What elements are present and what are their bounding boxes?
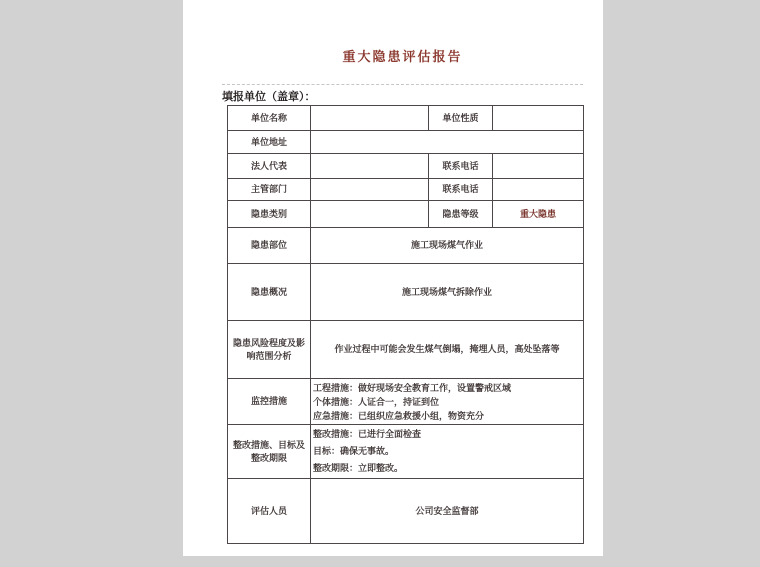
input-hazard-category[interactable] <box>311 201 429 228</box>
label-unit-name: 单位名称 <box>228 106 311 131</box>
label-hazard-overview: 隐患概况 <box>228 264 311 321</box>
input-contact-phone-2[interactable] <box>493 179 584 201</box>
label-dept: 主管部门 <box>228 179 311 201</box>
reporting-unit-label: 填报单位（盖章）： <box>222 91 316 103</box>
header-divider <box>222 84 583 85</box>
value-rectification <box>311 425 584 479</box>
label-unit-type: 单位性质 <box>429 106 493 131</box>
input-unit-address[interactable] <box>311 131 584 154</box>
table-row <box>228 179 584 201</box>
label-contact-phone-1: 联系电话 <box>429 154 493 179</box>
input-contact-phone-1[interactable] <box>493 154 584 179</box>
table-row <box>228 228 584 264</box>
value-hazard-level: 重大隐患 <box>493 201 584 228</box>
control-measures-line: 个体措施：人证合一，持证到位 <box>313 396 440 407</box>
table-row <box>228 201 584 228</box>
label-hazard-location: 隐患部位 <box>228 228 311 264</box>
label-risk-analysis: 隐患风险程度及影响范围分析 <box>228 321 311 379</box>
value-hazard-overview: 施工现场煤气拆除作业 <box>311 264 584 321</box>
label-legal-rep: 法人代表 <box>228 154 311 179</box>
label-rectification: 整改措施、目标及整改期限 <box>228 425 311 479</box>
label-control-measures: 监控措施 <box>228 379 311 425</box>
document-page <box>183 0 603 556</box>
table-row <box>228 425 584 479</box>
input-unit-name[interactable] <box>311 106 429 131</box>
label-contact-phone-2: 联系电话 <box>429 179 493 201</box>
label-hazard-level: 隐患等级 <box>429 201 493 228</box>
form-table <box>227 105 584 544</box>
page-title: 重大隐患评估报告 <box>342 49 463 64</box>
label-assessors: 评估人员 <box>228 479 311 544</box>
rectification-line: 整改期限：立即整改。 <box>313 463 404 473</box>
table-row <box>228 106 584 131</box>
control-measures-line: 应急措施：已组织应急救援小组，物资充分 <box>313 410 485 421</box>
label-hazard-category: 隐患类别 <box>228 201 311 228</box>
rectification-line: 目标：确保无事故。 <box>313 446 395 456</box>
table-row <box>228 379 584 425</box>
rectification-line: 整改措施：已进行全面检查 <box>313 429 422 439</box>
input-legal-rep[interactable] <box>311 154 429 179</box>
input-dept[interactable] <box>311 179 429 201</box>
value-hazard-location: 施工现场煤气作业 <box>311 228 584 264</box>
value-risk-analysis: 作业过程中可能会发生煤气倒塌，掩埋人员，高处坠落等 <box>311 321 584 379</box>
control-measures-line: 工程措施：做好现场安全教育工作，设置警戒区域 <box>313 382 512 393</box>
label-unit-address: 单位地址 <box>228 131 311 154</box>
table-row <box>228 154 584 179</box>
value-assessors: 公司安全监督部 <box>311 479 584 544</box>
table-row <box>228 479 584 544</box>
table-row <box>228 131 584 154</box>
table-row <box>228 264 584 321</box>
table-row <box>228 321 584 379</box>
input-unit-type[interactable] <box>493 106 584 131</box>
value-control-measures <box>311 379 584 425</box>
